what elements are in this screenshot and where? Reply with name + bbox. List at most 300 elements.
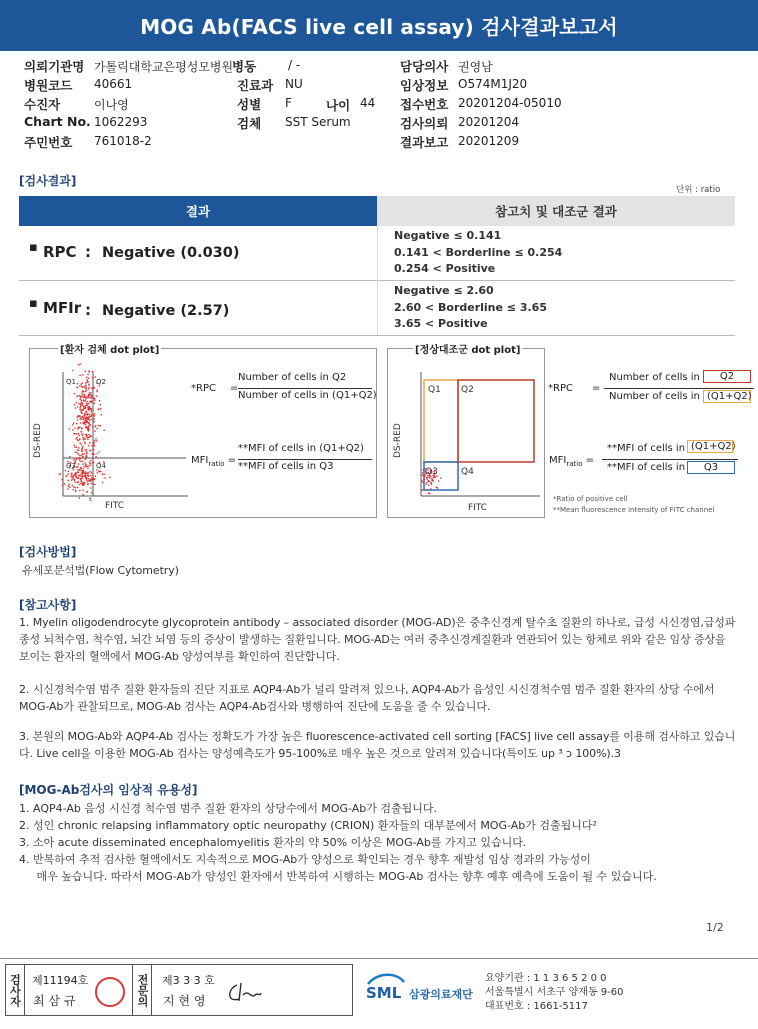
scatter-dot — [79, 409, 81, 411]
scatter-dot — [78, 426, 80, 428]
scatter-dot — [76, 452, 78, 454]
scatter-dot — [92, 377, 94, 379]
scatter-dot — [74, 447, 76, 449]
scatter-dot — [78, 435, 80, 437]
approver-label: 전문의 — [132, 964, 152, 1016]
scatter-dot — [84, 441, 86, 443]
scatter-dot — [71, 477, 73, 479]
scatter-dot — [91, 409, 93, 411]
scatter-dot — [88, 475, 90, 477]
scatter-dot — [88, 387, 90, 389]
ctrl-mfi-bar — [602, 459, 738, 460]
scatter-dot — [87, 468, 89, 470]
info-mid-b-value-0: NU — [285, 77, 303, 91]
scatter-dot — [88, 378, 90, 380]
scatter-dot — [429, 477, 431, 479]
scatter-dot — [79, 490, 81, 492]
scatter-dot — [79, 470, 81, 472]
scatter-dot — [86, 436, 88, 438]
scatter-dot — [80, 468, 82, 470]
report-title: MOG Ab(FACS live cell assay) 검사결과보고서 — [0, 0, 758, 51]
info-mid-a-value-0: / - — [288, 58, 301, 72]
scatter-dot — [96, 428, 98, 430]
ctrl-q1-label: Q1 — [428, 385, 441, 395]
scatter-dot — [92, 387, 94, 389]
scatter-dot — [87, 414, 89, 416]
rpc-fraction-bar — [238, 388, 372, 389]
ctrl-mfi-label: $MFI_{ratio}$ = — [549, 455, 595, 468]
q3-label: Q3 — [66, 462, 76, 470]
scatter-dot — [81, 412, 83, 414]
scatter-dot — [95, 475, 97, 477]
scatter-dot — [80, 422, 82, 424]
scatter-dot — [86, 491, 88, 493]
scatter-dot — [93, 453, 95, 455]
info-right-value-1: O574M1J20 — [458, 77, 528, 91]
scatter-dot — [68, 471, 70, 473]
approver-license: 제3 3 3 호 — [162, 974, 215, 987]
info-mid-a-label-0: 병동 — [232, 59, 257, 74]
scatter-dot — [64, 483, 66, 485]
scatter-dot — [81, 392, 83, 394]
scatter-dot — [85, 382, 87, 384]
scatter-dot — [92, 449, 94, 451]
scatter-dot — [79, 407, 81, 409]
scatter-dot — [88, 434, 90, 436]
scatter-dot — [89, 407, 91, 409]
scatter-dot — [91, 472, 93, 474]
scatter-dot — [92, 371, 94, 373]
scatter-dot — [80, 475, 82, 477]
scatter-dot — [75, 451, 77, 453]
scatter-dot — [82, 490, 84, 492]
scatter-dot — [95, 438, 97, 440]
scatter-dot — [81, 481, 83, 483]
scatter-dot — [79, 455, 81, 457]
info-left-label-0: 의뢰기관명 — [24, 59, 85, 74]
scatter-dot — [82, 416, 84, 418]
scatter-dot — [94, 484, 96, 486]
scatter-dot — [91, 477, 93, 479]
scatter-dot — [92, 458, 94, 460]
rpc-name: RPC — [43, 243, 77, 261]
scatter-dot — [429, 481, 431, 483]
reference-column-header: 참고치 및 대조군 결과 — [377, 196, 735, 226]
scatter-dot — [88, 429, 90, 431]
scatter-dot — [81, 428, 83, 430]
scatter-dot — [74, 487, 76, 489]
scatter-dot — [74, 404, 76, 406]
scatter-dot — [69, 456, 71, 458]
scatter-dot — [90, 487, 92, 489]
scatter-dot — [67, 473, 69, 475]
scatter-dot — [421, 480, 423, 482]
info-left-value-3: 1062293 — [94, 115, 148, 129]
scatter-dot — [73, 459, 75, 461]
scatter-dot — [87, 422, 89, 424]
scatter-dot — [104, 477, 106, 479]
scatter-dot — [82, 447, 84, 449]
ctrl-x-axis-label: FITC — [468, 503, 488, 513]
scatter-dot — [426, 482, 428, 484]
scatter-dot — [81, 444, 83, 446]
scatter-dot — [83, 399, 85, 401]
rpc-colon: : — [85, 243, 91, 261]
scatter-dot — [76, 449, 78, 451]
scatter-dot — [81, 402, 83, 404]
ctrl-rpc-label: *RPC — [548, 383, 573, 394]
scatter-dot — [88, 445, 90, 447]
scatter-dot — [97, 453, 99, 455]
scatter-dot — [86, 434, 88, 436]
q4-label: Q4 — [96, 462, 106, 470]
scatter-dot — [77, 387, 79, 389]
scatter-dot — [87, 439, 89, 441]
scatter-dot — [426, 478, 428, 480]
scatter-dot — [100, 404, 102, 406]
scatter-dot — [82, 390, 84, 392]
note-paragraph-1: 1. Myelin oligodendrocyte glycoprotein antibody – associated disorder (MOG-AD)은 중추신경계 탈수초 질환의 하나로, 급성 시신경염,급성파종성 뇌척수염, 척수염, 뇌간 뇌염 등의 증상이 발생하는 질환입니다. MOG-AD는 여러 중추신경계질환과 연관되어 있는 항체로 위와 같은 임상 증상을 보이는 환자의 혈액에서 MOG-Ab 양성여부를 확인하여 진단합니다. — [19, 616, 736, 663]
scatter-dot — [89, 401, 91, 403]
scatter-dot — [83, 397, 85, 399]
scatter-dot — [90, 411, 92, 413]
mfi-denominator: **MFI of cells in Q3 — [238, 461, 334, 472]
scatter-dot — [67, 480, 69, 482]
scatter-dot — [80, 458, 82, 460]
scatter-dot — [96, 440, 98, 442]
scatter-dot — [84, 420, 86, 422]
scatter-dot — [78, 403, 80, 405]
scatter-dot — [90, 450, 92, 452]
info-left-label-1: 병원코드 — [24, 78, 73, 93]
scatter-dot — [94, 445, 96, 447]
patient-dot-plot — [30, 358, 190, 516]
scatter-dot — [79, 484, 81, 486]
scatter-dot — [79, 426, 81, 428]
scatter-dot — [82, 463, 84, 465]
scatter-dot — [85, 462, 87, 464]
scatter-dot — [85, 471, 87, 473]
scatter-dot — [93, 443, 95, 445]
scatter-dot — [77, 487, 79, 489]
scatter-dot — [74, 479, 76, 481]
scatter-dot — [79, 460, 81, 462]
scatter-dot — [76, 402, 78, 404]
unit-label: 단위 : ratio — [676, 185, 721, 195]
scatter-dot — [90, 436, 92, 438]
scatter-dot — [89, 392, 91, 394]
scatter-dot — [75, 491, 77, 493]
scatter-dot — [72, 429, 74, 431]
scatter-dot — [78, 475, 80, 477]
scatter-dot — [73, 489, 75, 491]
scatter-dot — [423, 469, 425, 471]
scatter-dot — [87, 465, 89, 467]
scatter-dot — [89, 442, 91, 444]
method-title: [검사방법] — [19, 545, 77, 559]
inspector-seal-icon — [95, 977, 125, 1007]
scatter-dot — [91, 395, 93, 397]
scatter-dot — [91, 414, 93, 416]
mfir-value: Negative (2.57) — [102, 303, 230, 319]
scatter-dot — [90, 475, 92, 477]
page-number: 1/2 — [706, 921, 724, 934]
mfi-formula-label: $MFI_{ratio}$ = — [191, 455, 237, 468]
clinical-item-4-cont: 매우 높습니다. 따라서 MOG-Ab가 양성인 환자에서 반복하여 시행하는 MOG-Ab 검사는 향후 예후 예측에 도움이 될 수 있습니다. — [19, 870, 657, 883]
q1-label: Q1 — [66, 378, 76, 386]
note-2: **Mean fluorescence intensity of FITC channel — [553, 506, 715, 514]
scatter-dot — [79, 374, 81, 376]
scatter-dot — [77, 472, 79, 474]
scatter-dot — [86, 420, 88, 422]
scatter-dot — [78, 453, 80, 455]
scatter-dot — [95, 425, 97, 427]
scatter-dot — [73, 486, 75, 488]
scatter-dot — [74, 480, 76, 482]
scatter-dot — [80, 383, 82, 385]
scatter-dot — [90, 479, 92, 481]
scatter-dot — [86, 451, 88, 453]
clinical-title: [MOG-Ab검사의 임상적 유용성] — [19, 783, 198, 797]
scatter-dot — [86, 466, 88, 468]
scatter-dot — [109, 476, 111, 478]
scatter-dot — [85, 389, 87, 391]
scatter-dot — [436, 486, 438, 488]
scatter-dot — [87, 409, 89, 411]
scatter-dot — [96, 389, 98, 391]
scatter-dot — [72, 370, 74, 372]
ctrl-rpc-bar — [604, 388, 754, 389]
scatter-dot — [98, 451, 100, 453]
scatter-dot — [82, 456, 84, 458]
result-col-divider — [377, 226, 378, 335]
mfir-name: MFIr — [43, 299, 82, 317]
scatter-dot — [72, 475, 74, 477]
scatter-dot — [87, 481, 89, 483]
scatter-dot — [92, 414, 94, 416]
mfi-numerator: **MFI of cells in (Q1+Q2) — [238, 443, 364, 454]
scatter-dot — [79, 415, 81, 417]
scatter-dot — [80, 363, 82, 365]
approver-name: 지 현 영 — [163, 994, 206, 1008]
scatter-dot — [82, 461, 84, 463]
results-section-title: [검사결과] — [19, 174, 77, 188]
org-name: 삼광의료재단 — [409, 988, 473, 1001]
scatter-dot — [76, 433, 78, 435]
scatter-dot — [422, 482, 424, 484]
scatter-dot — [86, 381, 88, 383]
scatter-dot — [68, 485, 70, 487]
scatter-dot — [86, 472, 88, 474]
scatter-dot — [74, 445, 76, 447]
scatter-dot — [90, 397, 92, 399]
scatter-dot — [76, 458, 78, 460]
scatter-dot — [81, 455, 83, 457]
scatter-dot — [103, 473, 105, 475]
scatter-dot — [68, 484, 70, 486]
scatter-dot — [83, 406, 85, 408]
scatter-dot — [80, 406, 82, 408]
scatter-dot — [70, 476, 72, 478]
scatter-dot — [87, 374, 89, 376]
scatter-dot — [71, 479, 73, 481]
scatter-dot — [79, 442, 81, 444]
scatter-dot — [75, 482, 77, 484]
scatter-dot — [85, 384, 87, 386]
scatter-dot — [84, 395, 86, 397]
scatter-dot — [89, 406, 91, 408]
scatter-dot — [77, 466, 79, 468]
scatter-dot — [101, 474, 103, 476]
scatter-dot — [77, 477, 79, 479]
scatter-dot — [81, 478, 83, 480]
scatter-dot — [78, 447, 80, 449]
scatter-dot — [77, 406, 79, 408]
mfi-fraction-bar — [238, 459, 372, 460]
scatter-dot — [91, 483, 93, 485]
control-plot-caption: [정상대조군 dot plot] — [413, 341, 522, 356]
scatter-dot — [85, 459, 87, 461]
y-axis-label: DS-RED — [33, 423, 43, 458]
scatter-dot — [85, 464, 87, 466]
rpc-numerator: Number of cells in Q2 — [238, 372, 347, 383]
scatter-dot — [84, 413, 86, 415]
scatter-dot — [84, 423, 86, 425]
age-value: 44 — [360, 96, 376, 110]
scatter-dot — [76, 417, 78, 419]
scatter-dot — [88, 403, 90, 405]
scatter-dot — [77, 428, 79, 430]
scatter-dot — [75, 407, 77, 409]
scatter-dot — [83, 468, 85, 470]
scatter-dot — [89, 414, 91, 416]
info-left-label-4: 주민번호 — [24, 135, 73, 150]
info-right-label-2: 접수번호 — [400, 97, 449, 112]
ctrl-q4-label: Q4 — [461, 467, 474, 477]
scatter-dot — [423, 489, 425, 491]
info-right-value-0: 권영남 — [458, 60, 493, 74]
scatter-dot — [76, 437, 78, 439]
scatter-dot — [66, 475, 68, 477]
info-mid-b-label-2: 검체 — [237, 116, 262, 131]
scatter-dot — [80, 483, 82, 485]
scatter-dot — [103, 430, 105, 432]
scatter-dot — [90, 460, 92, 462]
scatter-dot — [79, 399, 81, 401]
scatter-dot — [69, 486, 71, 488]
info-right-label-3: 검사의뢰 — [400, 116, 449, 131]
footer-divider — [0, 958, 758, 959]
scatter-dot — [74, 393, 76, 395]
scatter-dot — [73, 422, 75, 424]
ctrl-mfi-num-box: (Q1+Q2) — [687, 440, 733, 453]
scatter-dot — [428, 484, 430, 486]
scatter-dot — [72, 424, 74, 426]
scatter-dot — [84, 443, 86, 445]
scatter-dot — [84, 408, 86, 410]
scatter-dot — [422, 472, 424, 474]
scatter-dot — [432, 479, 434, 481]
info-mid-b-label-0: 진료과 — [237, 78, 274, 93]
scatter-dot — [61, 479, 63, 481]
scatter-dot — [77, 481, 79, 483]
scatter-dot — [82, 437, 84, 439]
clinical-item-1: 1. AQP4-Ab 음성 시신경 척수염 범주 질환 환자의 상당수에서 MOG-Ab가 검출됩니다. — [19, 802, 437, 815]
scatter-dot — [87, 397, 89, 399]
scatter-dot — [77, 383, 79, 385]
age-label: 나이 — [326, 98, 351, 113]
scatter-dot — [93, 442, 95, 444]
info-mid-b-label-1: 성별 — [237, 97, 262, 112]
scatter-dot — [82, 446, 84, 448]
scatter-dot — [79, 497, 81, 499]
scatter-dot — [94, 398, 96, 400]
scatter-dot — [71, 484, 73, 486]
inspector-license: 제11194호 — [32, 974, 89, 987]
scatter-dot — [88, 427, 90, 429]
scatter-dot — [75, 438, 77, 440]
scatter-dot — [94, 403, 96, 405]
q2-label: Q2 — [96, 378, 106, 386]
scatter-dot — [77, 419, 79, 421]
scatter-dot — [98, 425, 100, 427]
scatter-dot — [85, 405, 87, 407]
scatter-dot — [85, 399, 87, 401]
scatter-dot — [82, 382, 84, 384]
rpc-bullet: ▪ — [29, 240, 38, 255]
x-axis-label: FITC — [105, 501, 125, 511]
rpc-formula-label: *RPC — [191, 383, 216, 394]
scatter-dot — [427, 481, 429, 483]
scatter-dot — [87, 472, 89, 474]
note-1: *Ratio of positive cell — [553, 495, 628, 503]
scatter-dot — [92, 475, 94, 477]
scatter-dot — [93, 462, 95, 464]
scatter-dot — [62, 484, 64, 486]
scatter-dot — [87, 401, 89, 403]
result-row-divider-2 — [19, 335, 735, 336]
scatter-dot — [89, 471, 91, 473]
scatter-dot — [440, 477, 442, 479]
scatter-dot — [84, 400, 86, 402]
scatter-dot — [428, 492, 430, 494]
scatter-dot — [87, 484, 89, 486]
scatter-dot — [86, 477, 88, 479]
ctrl-y-axis-label: DS-RED — [393, 423, 403, 458]
scatter-dot — [82, 482, 84, 484]
scatter-dot — [83, 453, 85, 455]
scatter-dot — [424, 478, 426, 480]
scatter-dot — [76, 446, 78, 448]
scatter-dot — [100, 425, 102, 427]
scatter-dot — [87, 437, 89, 439]
scatter-dot — [86, 479, 88, 481]
scatter-dot — [80, 461, 82, 463]
scatter-dot — [91, 419, 93, 421]
info-right-label-0: 담당의사 — [400, 59, 449, 74]
ctrl-mfi-den-text: **MFI of cells in — [607, 462, 686, 473]
clinical-item-4: 4. 반복하여 추적 검사한 혈액에서도 지속적으로 MOG-Ab가 양성으로 확인되는 경우 향후 재발성 임상 경과의 가능성이 — [19, 853, 591, 866]
scatter-dot — [102, 482, 104, 484]
scatter-dot — [71, 472, 73, 474]
scatter-dot — [92, 426, 94, 428]
scatter-dot — [86, 456, 88, 458]
scatter-dot — [81, 394, 83, 396]
clinical-item-2: 2. 성인 chronic relapsing inflammatory optic neuropathy (CRION) 환자들의 대부분에서 MOG-Ab가 검출됩니다² — [19, 819, 597, 832]
scatter-dot — [82, 494, 84, 496]
info-right-label-4: 결과보고 — [400, 135, 449, 150]
logo-text: SML — [366, 984, 402, 1002]
